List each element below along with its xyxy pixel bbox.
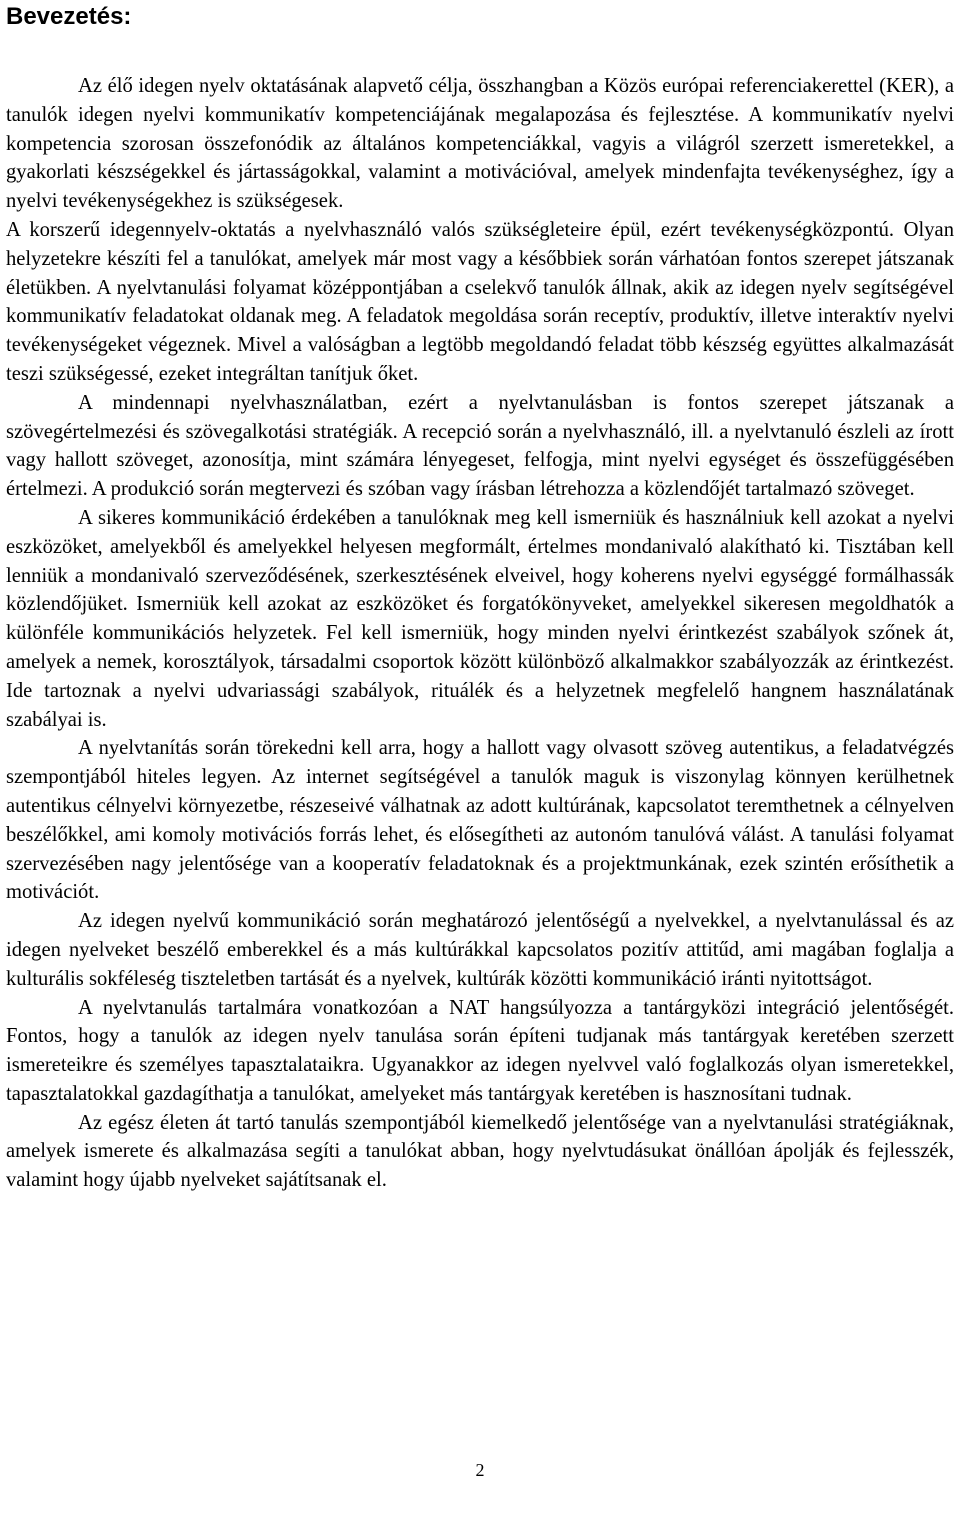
paragraph-7: A nyelvtanulás tartalmára vonatkozóan a NAT hangsúlyozza a tantárgyközi integráció jelentőségét. Fontos, hogy a tanulók az idegen nyelv tanulása során építeni tudjanak más tantárgyak keretében szerzett ismereteikre és személyes tapasztalataikra. Ugyanakkor az idegen nyelvvel való foglalkozás olyan ismeretekkel, tapasztalatokkal gazdagíthatja a tanulókat, amelyeket más tantárgyak keretében is hasznosítani tudnak. — [6, 996, 954, 1105]
paragraph-6: Az idegen nyelvű kommunikáció során meghatározó jelentőségű a nyelvekkel, a nyelvtanulással és az idegen nyelveket beszélő emberekkel és a más kultúrákkal kapcsolatos pozitív attitűd, ami magában foglalja a kulturális sokféleség tiszteletben tartását és a nyelvek, kultúrák közötti kommunikáció iránti nyitottságot. — [6, 910, 954, 990]
page-heading: Bevezetés: — [6, 3, 132, 30]
paragraph-3: A mindennapi nyelvhasználatban, ezért a nyelvtanulásban is fontos szerepet játszanak a szövegértelmezési és szövegalkotási stratégiák. A recepció során a nyelvhasználó, ill. a nyelvtanuló észleli az írott vagy hallott szöveget, azonosítja, mint számára lényegeset, felfogja, mint nyelvi egységet és összefüggésében értelmezi. A produkció során megtervezi és szóban vagy írásban létrehozza a közlendőjét tartalmazó szöveget. — [6, 391, 954, 501]
paragraph-5: A nyelvtanítás során törekedni kell arra, hogy a hallott vagy olvasott szöveg autentikus, a feladatvégzés szempontjából hiteles legyen. Az internet segítségével a tanulók maguk is viszonylag könnyen kerülhetnek autentikus célnyelvi környezetbe, részeseivé válhatnak az adott kultúrának, kapcsolatot teremthetnek a célnyelven beszélőkkel, ami komoly motivációs forrás lehet, és elősegítheti az autonóm tanulóvá válást. A tanulási folyamat szervezésében nagy jelentősége van a kooperatív feladatoknak és a projektmunkának, ezek szintén erősíthetik a motivációt. — [6, 737, 954, 904]
paragraph-8: Az egész életen át tartó tanulás szempontjából kiemelkedő jelentősége van a nyelvtanulási stratégiáknak, amelyek ismerete és alkalmazása segíti a tanulókat abban, hogy nyelvtudásukat önállóan ápolják és fejlesszék, valamint hogy újabb nyelveket sajátítsanak el. — [6, 1111, 954, 1192]
body-text — [6, 72, 954, 1195]
paragraph-4: A sikeres kommunikáció érdekében a tanulóknak meg kell ismerniük és használniuk kell azokat a nyelvi eszközöket, amelyekből és amelyekkel helyesen megformált, értelmes mondanivaló alakítható ki. Tisztában kell lenniük a mondanivaló szerveződésének, szerkesztésének elveivel, hogy koherens nyelvi egységgé formálhassák közlendőjüket. Ismerniük kell azokat az eszközöket és forgatókönyveket, amelyekkel sikeresen megoldhatók a különféle kommunikációs helyzetek. Fel kell ismerniük, hogy minden nyelvi érintkezést szabályok szőnek át, amelyek a nemek, korosztályok, társadalmi csoportok között különböző alkalmakkor szabályozzák az érintkezést. Ide tartoznak a nyelvi udvariassági szabályok, rituálék és a helyzetnek megfelelő hangnem használatának szabályai is. — [6, 506, 954, 731]
page-number: 2 — [475, 1460, 485, 1480]
paragraph-1: Az élő idegen nyelv oktatásának alapvető célja, összhangban a Közös európai referenciakerettel (KER), a tanulók idegen nyelvi kommunikatív kompetenciájának megalapozása és fejlesztése. A kommunikatív nyelvi kompetencia szorosan összefonódik az általános kompetenciákkal, vagyis a világról szerzett ismeretekkel, a gyakorlati készségekkel és jártasságokkal, valamint a motivációval, amelyek mindenfajta tevékenységhez, így a nyelvi tevékenységekhez is szükségesek. — [6, 75, 954, 213]
paragraph-2: A korszerű idegennyelv-oktatás a nyelvhasználó valós szükségleteire épül, ezért tevékenységközpontú. Olyan helyzetekre készíti fel a tanulókat, amelyek már most vagy a későbbiek során várhatóan fontos szerepet játszanak életükben. A nyelvtanulási folyamat középpontjában a cselekvő tanulók állnak, akik az idegen nyelv segítségével kommunikatív feladatokat oldanak meg. A feladatok megoldása során receptív, produktív, illetve interaktív nyelvi tevékenységeket végeznek. Mivel a valóságban a legtöbb megoldandó feladat több készség együttes alkalmazását teszi szükségessé, ezeket integráltan tanítjuk őket. — [6, 218, 954, 385]
